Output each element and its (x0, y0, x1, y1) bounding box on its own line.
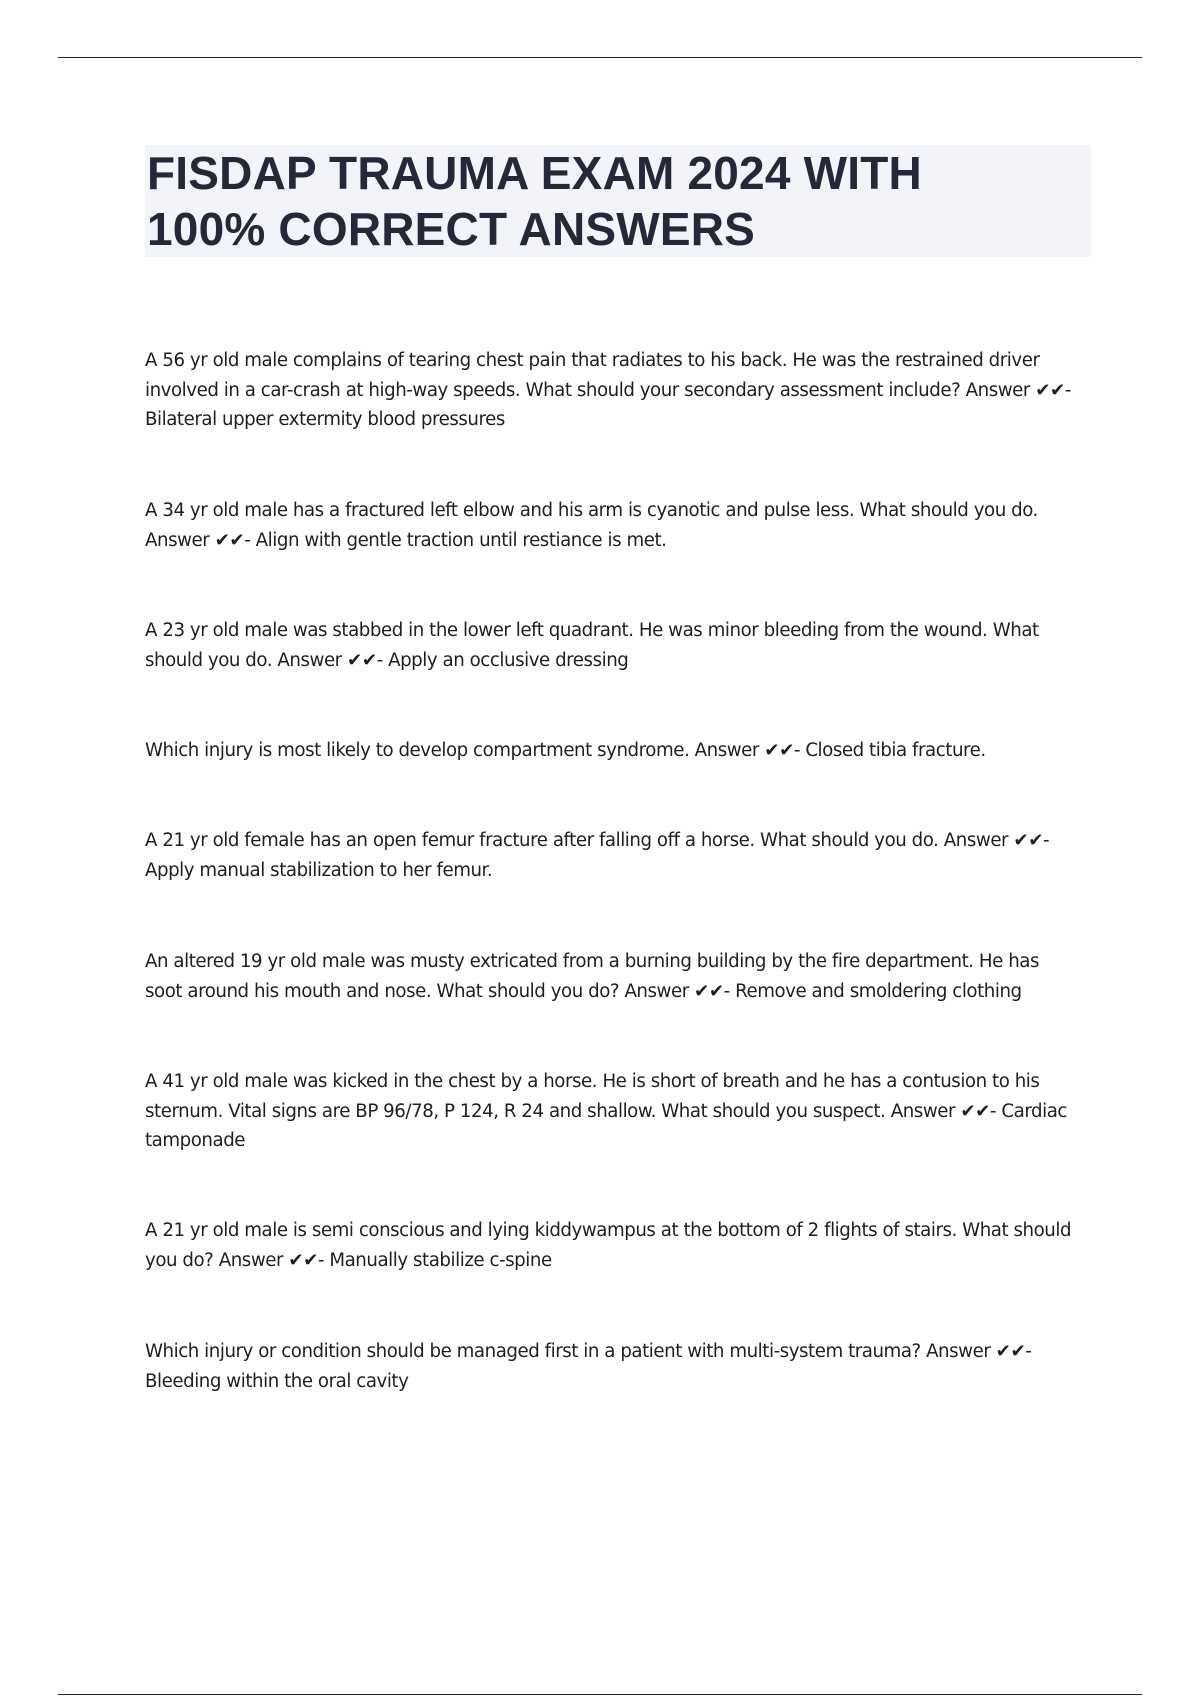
answer-text: Manually stabilize c-spine (329, 1249, 552, 1271)
question-text: A 56 yr old male complains of tearing chest pain that radiates to his back. He was the restrained driver involved in a car-crash at high-way speeds. What should your secondary assessment include? (145, 350, 1040, 401)
answer-marker: Answer ✔✔- (943, 830, 1050, 851)
answer-marker: Answer ✔✔- (926, 1341, 1032, 1362)
answer-text: Closed tibia fracture. (805, 740, 986, 761)
answer-marker: Answer ✔✔- (965, 379, 1071, 401)
question-text: Which injury or condition should be managed first in a patient with multi-system trauma? (145, 1341, 921, 1362)
question-text: A 23 yr old male was stabbed in the lower left quadrant. He was minor bleeding from the wound. What should you do. (145, 620, 1039, 671)
document-title: FISDAP TRAUMA EXAM 2024 WITH 100% CORRECT ANSWERS (147, 147, 922, 255)
answer-marker: Answer ✔✔- (277, 649, 383, 671)
question-text: A 21 yr old female has an open femur fracture after falling off a horse. What should you do. (145, 830, 939, 851)
qa-item-8 (145, 1216, 1080, 1275)
answer-text: Remove and smoldering clothing (735, 980, 1022, 1002)
answer-text: Apply an occlusive dressing (388, 649, 629, 671)
answer-text: Align with gentle traction until restiance is met. (255, 529, 667, 551)
bottom-divider (58, 1694, 1142, 1695)
answer-marker: Answer ✔✔- (694, 740, 800, 761)
answer-marker: Answer ✔✔- (218, 1249, 325, 1271)
answer-text: Bleeding within the oral cavity (145, 1370, 409, 1392)
qa-item-3 (145, 616, 1080, 675)
answer-text: Apply manual stabilization to her femur. (145, 859, 493, 881)
qa-item-7 (145, 1067, 1080, 1156)
qa-item-1 (145, 346, 1080, 435)
question-text: Which injury is most likely to develop compartment syndrome. (145, 740, 690, 761)
title-banner (145, 145, 1091, 257)
qa-item-4 (145, 736, 1080, 766)
answer-marker: Answer ✔✔- (624, 980, 730, 1002)
qa-item-9 (145, 1337, 1080, 1396)
question-text: An altered 19 yr old male was musty extricated from a burning building by the fire department. He has soot around his mouth and nose. What should you do? (145, 951, 1040, 1002)
answer-marker: Answer ✔✔- (890, 1100, 997, 1122)
qa-item-6 (145, 947, 1080, 1006)
question-text: A 41 yr old male was kicked in the chest by a horse. He is short of breath and he has a contusion to his sternum. Vital signs are BP 96/78, P 124, R 24 and shallow. What should you suspect. (145, 1071, 1040, 1122)
answer-text: Cardiac tamponade (145, 1100, 1067, 1151)
top-divider (58, 57, 1142, 58)
qa-item-5 (145, 826, 1080, 885)
answer-text: Bilateral upper extermity blood pressures (145, 409, 505, 430)
qa-item-2 (145, 496, 1080, 555)
question-text: A 34 yr old male has a fractured left elbow and his arm is cyanotic and pulse less. What should you do. (145, 500, 1038, 521)
question-text: A 21 yr old male is semi conscious and lying kiddywampus at the bottom of 2 flights of stairs. What should you do? (145, 1220, 1072, 1271)
answer-marker: Answer ✔✔- (145, 529, 251, 551)
